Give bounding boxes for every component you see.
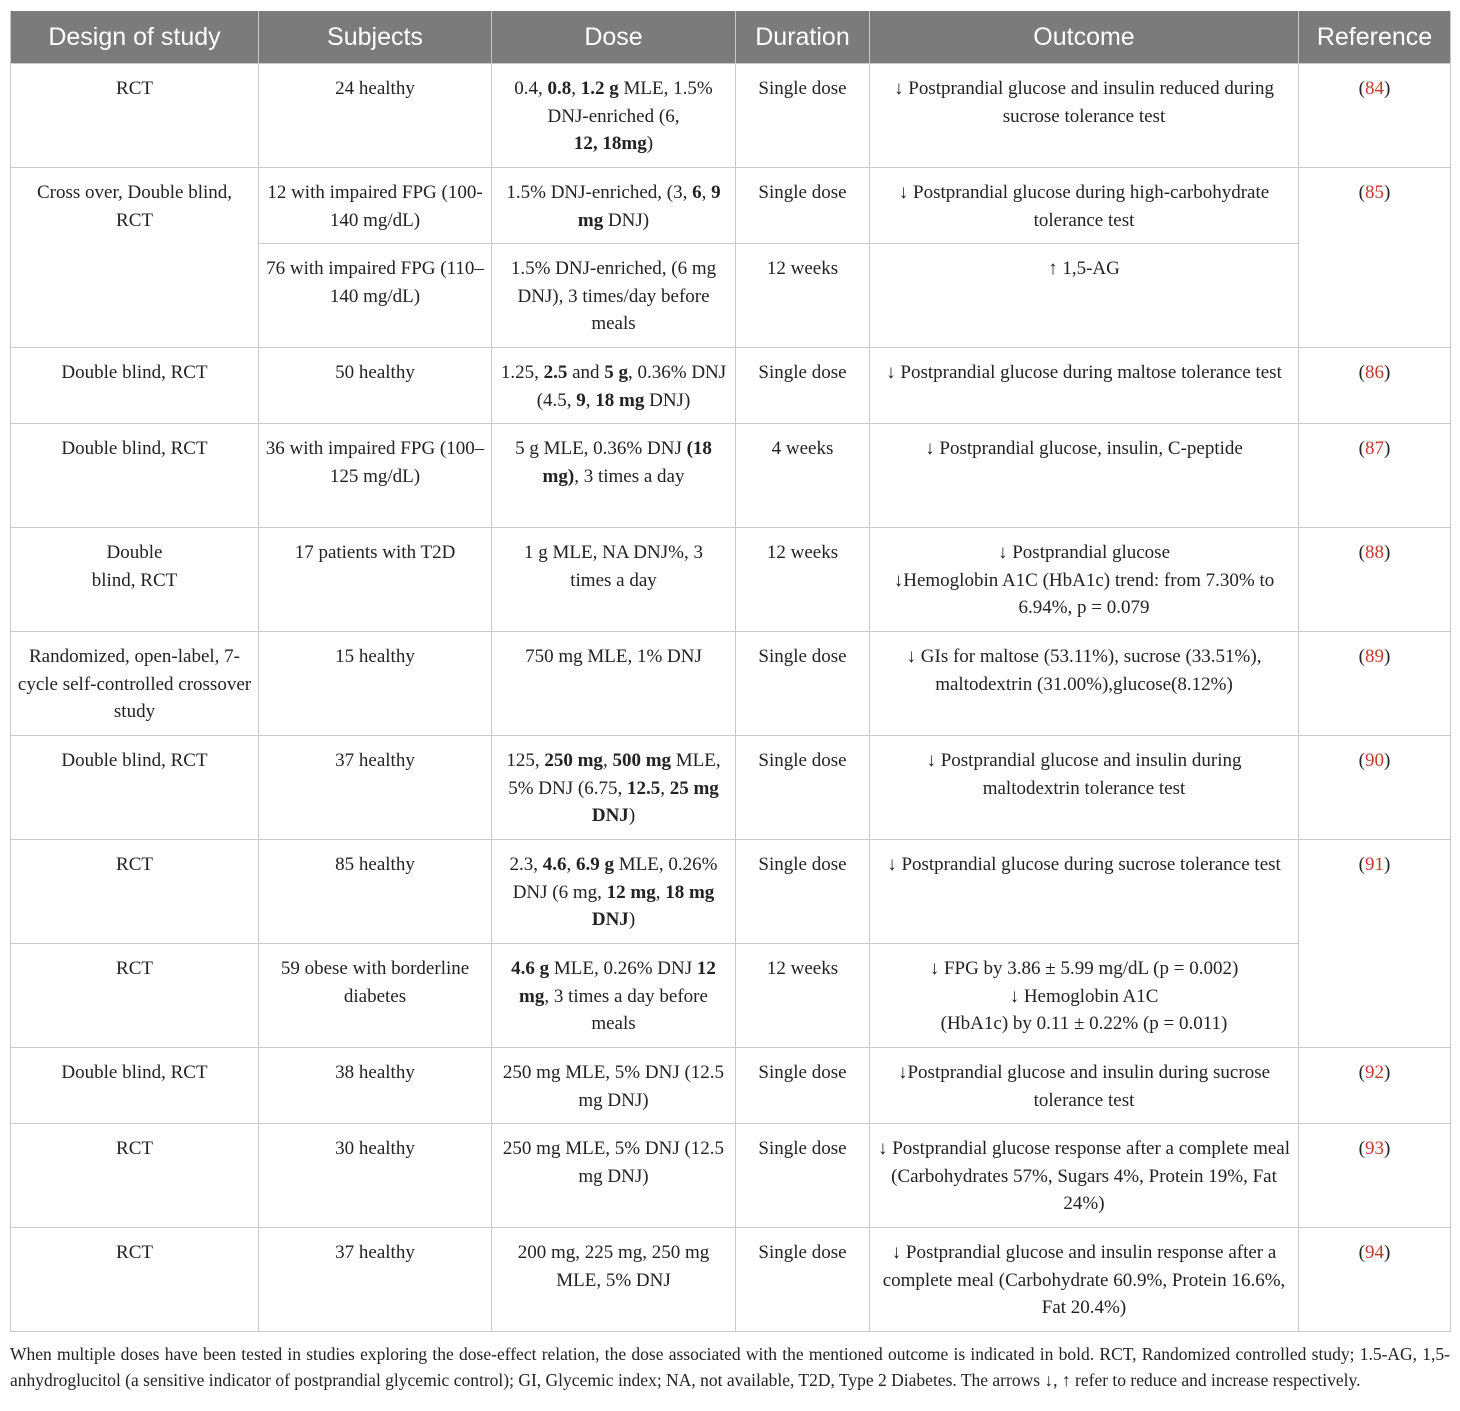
outcome-line: ↓ Postprandial glucose during high-carbohydrate tolerance test <box>898 182 1270 231</box>
table-row <box>11 424 1451 528</box>
outcome-line: ↓ FPG by 3.86 ± 5.99 mg/dL (p = 0.002) <box>929 958 1239 979</box>
bold-dose: 12 mg <box>519 958 716 1007</box>
cell-dose: 750 mg MLE, 1% DNJ <box>492 632 736 736</box>
cell-duration: Single dose <box>736 632 870 736</box>
cell-subjects: 76 with impaired FPG (110–140 mg/dL) <box>259 244 492 348</box>
table-row <box>11 528 1451 632</box>
outcome-line: ↓ Postprandial glucose and insulin reduced during sucrose tolerance test <box>894 78 1274 127</box>
cell-duration: Single dose <box>736 736 870 840</box>
header-design: Design of study <box>11 11 259 64</box>
bold-dose: 6.9 g <box>576 854 615 875</box>
cell-dose: 1.5% DNJ-enriched, (3, 6, 9 mg DNJ) <box>492 168 736 244</box>
cell-outcome <box>870 244 1299 348</box>
cell-dose: 1.5% DNJ-enriched, (6 mg DNJ), 3 times/day before meals <box>492 244 736 348</box>
bold-dose: 4.6 g <box>511 958 550 979</box>
cell-dose: 125, 250 mg, 500 mg MLE, 5% DNJ (6.75, 12.5, 25 mg DNJ) <box>492 736 736 840</box>
cell-duration: Single dose <box>736 1228 870 1332</box>
bold-dose: 18 mg <box>595 389 645 411</box>
cell-design: RCT <box>11 944 259 1048</box>
cell-subjects: 30 healthy <box>259 1124 492 1228</box>
cell-design: Double blind, RCT <box>11 424 259 528</box>
cell-reference[interactable]: (91) <box>1299 840 1451 1048</box>
header-subjects: Subjects <box>259 11 492 64</box>
cell-dose: 1.25, 2.5 and 5 g, 0.36% DNJ (4.5, 9, 18 mg DNJ) <box>492 348 736 424</box>
bold-dose: 18 mg DNJ <box>591 881 715 930</box>
cell-duration: Single dose <box>736 348 870 424</box>
cell-duration: 12 weeks <box>736 244 870 348</box>
cell-duration: 12 weeks <box>736 944 870 1048</box>
bold-dose: 4.6 <box>542 854 567 875</box>
cell-dose: 250 mg MLE, 5% DNJ (12.5 mg DNJ) <box>492 1124 736 1228</box>
cell-reference[interactable]: (88) <box>1299 528 1451 632</box>
table-row <box>11 1124 1451 1228</box>
cell-dose: 1 g MLE, NA DNJ%, 3 times a day <box>492 528 736 632</box>
reference-link[interactable]: 90 <box>1365 750 1384 771</box>
bold-dose: 9 mg <box>577 182 721 231</box>
outcome-line: ↓Postprandial glucose and insulin during sucrose tolerance test <box>897 1062 1271 1111</box>
table-row <box>11 1228 1451 1332</box>
cell-outcome <box>870 840 1299 944</box>
cell-reference[interactable]: (93) <box>1299 1124 1451 1228</box>
bold-dose: 2.5 <box>543 362 568 383</box>
outcome-line: ↓ Postprandial glucose during sucrose tolerance test <box>887 854 1281 875</box>
cell-outcome <box>870 424 1299 528</box>
header-dose: Dose <box>492 11 736 64</box>
cell-reference[interactable]: (92) <box>1299 1048 1451 1124</box>
cell-dose: 200 mg, 225 mg, 250 mg MLE, 5% DNJ <box>492 1228 736 1332</box>
table-row <box>11 736 1451 840</box>
reference-link[interactable]: 93 <box>1365 1138 1384 1159</box>
reference-link[interactable]: 84 <box>1365 78 1384 99</box>
cell-subjects: 24 healthy <box>259 64 492 168</box>
bold-dose: 1.2 g <box>580 78 619 99</box>
reference-link[interactable]: 85 <box>1365 182 1384 203</box>
cell-subjects: 38 healthy <box>259 1048 492 1124</box>
cell-subjects: 12 with impaired FPG (100-140 mg/dL) <box>259 168 492 244</box>
bold-dose: (18 mg) <box>542 438 712 487</box>
outcome-line: ↓ Postprandial glucose during maltose tolerance test <box>886 362 1282 383</box>
cell-outcome <box>870 944 1299 1048</box>
cell-outcome <box>870 632 1299 736</box>
outcome-line: ↑ 1,5-AG <box>1048 258 1120 279</box>
bold-dose: 250 mg <box>544 750 603 771</box>
bold-dose: 12 mg <box>606 881 656 903</box>
header-reference: Reference <box>1299 11 1451 64</box>
cell-design: Double blind, RCT <box>11 736 259 840</box>
bold-dose: 12.5 <box>626 777 661 799</box>
cell-duration: Single dose <box>736 1048 870 1124</box>
table-footnote: When multiple doses have been tested in studies exploring the dose-effect relation, the dose associated with the mentioned outcome is indicated in bold. RCT, Randomized controlled study; 1.5-AG, 1,5-anhydroglucitol (a sensitive indicator of postprandial glycemic control); GI, Glycemic index; NA, not available, T2D, Type 2 Diabetes. The arrows ↓, ↑ refer to reduce and increase respectively. <box>10 1344 1450 1390</box>
cell-subjects: 15 healthy <box>259 632 492 736</box>
outcome-line: ↓ Postprandial glucose response after a complete meal (Carbohydrates 57%, Sugars 4%, Protein 19%, Fat 24%) <box>877 1138 1291 1214</box>
bold-dose: 9 <box>576 389 586 411</box>
cell-subjects: 36 with impaired FPG (100– 125 mg/dL) <box>259 424 492 528</box>
reference-link[interactable]: 92 <box>1365 1062 1384 1083</box>
cell-outcome <box>870 736 1299 840</box>
cell-subjects: 50 healthy <box>259 348 492 424</box>
bold-dose: 5 g <box>604 362 628 383</box>
reference-link[interactable]: 86 <box>1365 362 1384 383</box>
header-duration: Duration <box>736 11 870 64</box>
cell-dose: 250 mg MLE, 5% DNJ (12.5 mg DNJ) <box>492 1048 736 1124</box>
cell-duration: Single dose <box>736 168 870 244</box>
cell-reference[interactable]: (87) <box>1299 424 1451 528</box>
bold-dose: 500 mg <box>612 750 672 771</box>
cell-duration: 4 weeks <box>736 424 870 528</box>
cell-reference[interactable]: (90) <box>1299 736 1451 840</box>
reference-link[interactable]: 94 <box>1365 1242 1384 1263</box>
table-row <box>11 632 1451 736</box>
table-row <box>11 840 1451 944</box>
outcome-line: ↓Hemoglobin A1C (HbA1c) trend: from 7.30% to 6.94%, p = 0.079 <box>893 569 1275 618</box>
cell-dose: 4.6 g MLE, 0.26% DNJ 12 mg, 3 times a day before meals <box>492 944 736 1048</box>
header-outcome: Outcome <box>870 11 1299 64</box>
cell-reference[interactable]: (94) <box>1299 1228 1451 1332</box>
cell-design: Cross over, Double blind, RCT <box>11 168 259 348</box>
cell-outcome <box>870 348 1299 424</box>
cell-design: Double blind, RCT <box>11 528 259 632</box>
cell-dose: 2.3, 4.6, 6.9 g MLE, 0.26% DNJ (6 mg, 12 mg, 18 mg DNJ) <box>492 840 736 944</box>
outcome-line: ↓ Postprandial glucose and insulin response after a complete meal (Carbohydrate 60.9%, Protein 16.6%, Fat 20.4%) <box>882 1242 1286 1318</box>
table-header-row <box>11 11 1451 64</box>
table-row <box>11 64 1451 168</box>
cell-design: RCT <box>11 840 259 944</box>
cell-subjects: 37 healthy <box>259 736 492 840</box>
outcome-line: ↓ Postprandial glucose and insulin during maltodextrin tolerance test <box>926 750 1242 799</box>
bold-dose: 6 <box>692 182 702 203</box>
cell-reference[interactable]: (85) <box>1299 168 1451 348</box>
cell-outcome <box>870 1228 1299 1332</box>
reference-link[interactable]: 91 <box>1365 854 1384 875</box>
table-row <box>11 1048 1451 1124</box>
reference-link[interactable]: 89 <box>1365 646 1384 667</box>
cell-subjects: 17 patients with T2D <box>259 528 492 632</box>
cell-duration: Single dose <box>736 1124 870 1228</box>
table-row <box>11 168 1451 244</box>
cell-outcome <box>870 528 1299 632</box>
cell-subjects: 37 healthy <box>259 1228 492 1332</box>
reference-link[interactable]: 87 <box>1365 438 1384 459</box>
cell-outcome <box>870 64 1299 168</box>
cell-design: RCT <box>11 1228 259 1332</box>
cell-design: RCT <box>11 1124 259 1228</box>
outcome-line: ↓ Hemoglobin A1C <box>1009 985 1159 1007</box>
bold-dose: 0.8 <box>547 78 572 99</box>
cell-outcome <box>870 168 1299 244</box>
cell-dose: 5 g MLE, 0.36% DNJ (18 mg), 3 times a day <box>492 424 736 528</box>
outcome-line: ↓ Postprandial glucose, insulin, C-peptide <box>925 438 1243 459</box>
table-wrapper <box>10 11 1450 1393</box>
study-table <box>10 11 1451 1332</box>
bold-dose: 12, 18mg <box>573 133 647 154</box>
cell-duration: 12 weeks <box>736 528 870 632</box>
reference-link[interactable]: 88 <box>1365 542 1384 563</box>
cell-design: RCT <box>11 64 259 168</box>
cell-reference[interactable]: (84) <box>1299 64 1451 168</box>
cell-outcome <box>870 1124 1299 1228</box>
cell-subjects: 85 healthy <box>259 840 492 944</box>
outcome-line: ↓ GIs for maltose (53.11%), sucrose (33.51%), maltodextrin (31.00%),glucose(8.12%) <box>906 646 1262 695</box>
cell-design: Double blind, RCT <box>11 348 259 424</box>
cell-subjects: 59 obese with borderline diabetes <box>259 944 492 1048</box>
cell-reference[interactable]: (89) <box>1299 632 1451 736</box>
outcome-line: ↓ Postprandial glucose <box>997 542 1171 563</box>
outcome-line: (HbA1c) by 0.11 ± 0.22% (p = 0.011) <box>940 1013 1228 1034</box>
cell-dose: 0.4, 0.8, 1.2 g MLE, 1.5% DNJ-enriched (6, 12, 18mg) <box>492 64 736 168</box>
cell-design: Randomized, open-label, 7-cycle self-controlled crossover study <box>11 632 259 736</box>
cell-design: Double blind, RCT <box>11 1048 259 1124</box>
cell-reference[interactable]: (86) <box>1299 348 1451 424</box>
cell-duration: Single dose <box>736 840 870 944</box>
table-row <box>11 944 1451 1048</box>
table-row <box>11 348 1451 424</box>
cell-duration: Single dose <box>736 64 870 168</box>
bold-dose: 25 mg DNJ <box>591 777 719 826</box>
cell-outcome <box>870 1048 1299 1124</box>
